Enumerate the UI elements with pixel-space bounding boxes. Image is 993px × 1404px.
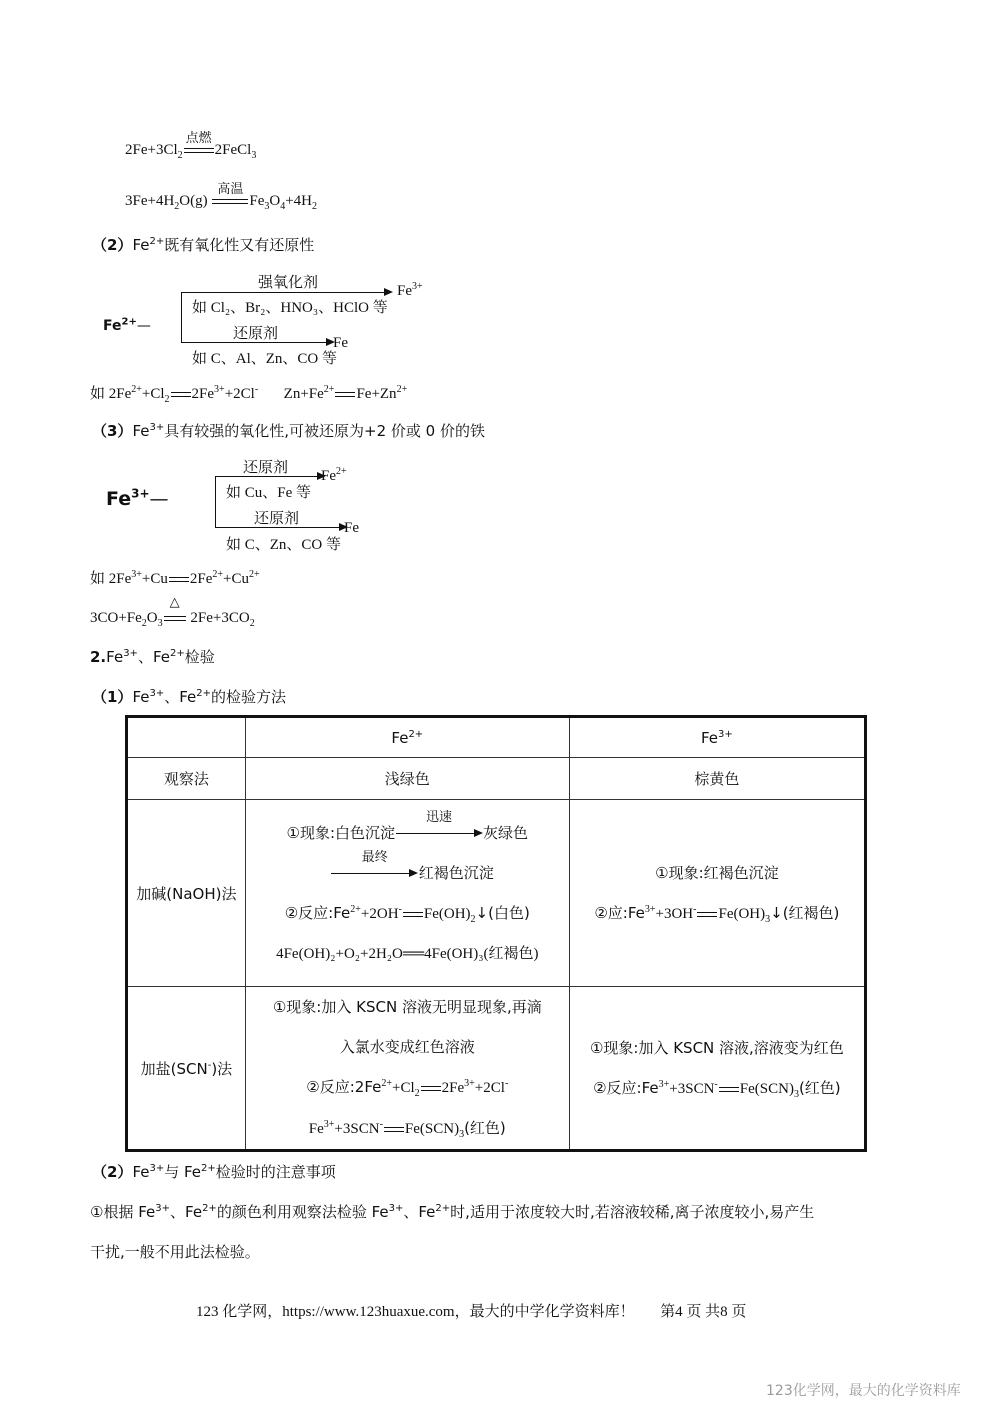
table-row-observe [127,758,866,800]
row-observe-label: 观察法 [127,758,246,800]
diagram-fe2-oxidant-label: 强氧化剂 [258,273,319,291]
table-row-scn [127,987,866,1151]
row-scn-label: 加盐(SCN-)法 [127,987,246,1151]
row-base-fe2 [245,800,569,987]
condition-heat: △ [169,595,180,610]
footer-page-number: 第4 页 共8 页 [660,1304,747,1320]
diagram-fe3-reductant-examples-bottom: 如 C、Zn、CO 等 [226,537,342,553]
diagram-fe3-reductant-label-bottom: 还原剂 [254,509,300,527]
base-fe2-reaction: ②反应$:Fe^{2+}+2OH^-$ $Fe(OH)_2↓$(白色) [284,903,530,925]
equation-fe-water: $3Fe+4H_2O(g)$ 高温 $Fe_3O_4+4H_2$ [125,193,317,210]
table-header-row [127,717,866,758]
base-fe2-oxidation: 4Fe(OH)₂+O₂+2H₂O══4Fe(OH)₃(红褐色) [276,945,539,962]
row-scn-fe2 [245,987,569,1151]
diagram-fe2-reductant-examples: 如 C、Al、Zn、CO 等 [192,351,338,367]
diagram-fe3-product-fe: Fe [344,520,359,536]
scn-fe2-phenomenon-1: ①现象:加入 KSCN 溶液无明显现象,再滴 [272,998,542,1016]
ion-test-table [125,715,867,1152]
section-test-heading: $2.Fe^{3+}$、$Fe^{2+}$检验 [90,648,215,666]
fe2-example-equations: 如 $2Fe^{2+}+Cl_2$ $2Fe^{3+}+2Cl^-$ $Zn+Fe^{2+}$ $Fe+Zn^{2+}$ [90,384,408,405]
diagram-fe2-ion: $Fe^{2+}—$ [103,316,151,334]
diagram-fe2-reduced-product: Fe [333,335,348,351]
condition-ignite: 点燃 [185,131,212,146]
section-fe2-heading: $(2)Fe^{2+}$既有氧化性又有还原性 [92,236,315,254]
scn-fe2-reaction-2: $Fe^{3+}+3SCN^-$ $Fe(SCN)_3$(红色) [308,1119,506,1140]
row-observe-fe3: 棕黄色 [569,758,865,800]
row-base-label: 加碱(NaOH)法 [127,800,246,987]
fe3-example-equation-co: $3CO+Fe_2O_3$ △ $2Fe+3CO_2$ [90,595,255,629]
diagram-fe2-oxidant-examples: 如 Cl₂、Br₂、HNO₃、HClO 等 [192,300,388,316]
section-fe3-heading: $(3)Fe^{3+}$具有较强的氧化性,可被还原为+2 价或 0 价的铁 [92,422,485,440]
table-header-empty [127,717,246,758]
scn-fe3-reaction: ②反应$:Fe^{3+}+3SCN^-$ $Fe(SCN)_3$(红色) [593,1078,841,1100]
notes-paragraph-line2: 干扰,一般不用此法检验。 [90,1243,260,1261]
diagram-fe3-product-fe2: $Fe^{2+}$ [321,466,347,484]
table-header-fe3: $Fe^{3+}$ [569,717,865,758]
diagram-fe3-ion: $Fe^{3+}—$ [106,486,169,510]
base-fe3-reaction: ②应$:Fe^{3+}+3OH^-$ $Fe(OH)_3↓$(红褐色) [594,903,840,925]
footer-site-text: 123 化学网，https://www.123huaxue.com，最大的中学化学资料库！ [196,1304,635,1320]
notes-subheading: $(2)Fe^{3+}$与 $Fe^{2+}$检验时的注意事项 [92,1163,336,1181]
table-row-base [127,800,866,987]
notes-paragraph-line1: ①根据 $Fe^{3+}$、$Fe^{2+}$的颜色利用观察法检验 $Fe^{3+}$、$Fe^{2+}$时,适用于浓度较大时,若溶液较稀,离子浓度较小,易产生 [90,1203,815,1221]
equation-fe-cl2: $2Fe+3Cl_2$ 点燃 2FeCl$_3$ [125,142,256,159]
scn-fe2-phenomenon-2: 入氯水变成红色溶液 [339,1038,475,1056]
test-methods-subheading: $(1)Fe^{3+}$、$Fe^{2+}$的检验方法 [92,688,287,706]
base-fe2-final: 最终 红褐色沉淀 [246,853,569,893]
base-fe3-phenomenon: ①现象:红褐色沉淀 [655,863,779,882]
fe3-example-equation-cu: 如 $2Fe^{3+}+Cu$ $2Fe^{2+}+Cu^{2+}$ [90,569,260,587]
row-observe-fe2: 浅绿色 [245,758,569,800]
scn-fe2-reaction-1: ②反应$:2Fe^{2+}+Cl_2$ $2Fe^{3+}+2Cl^-$ [306,1078,509,1099]
scn-fe3-phenomenon: ①现象:加入 KSCN 溶液,溶液变为红色 [589,1038,844,1057]
condition-high-temp: 高温 [217,182,244,197]
diagram-fe2-reductant-label: 还原剂 [233,324,279,342]
row-scn-fe3 [569,987,865,1151]
base-fe2-phenomenon: ①现象:白色沉淀 迅速 灰绿色 [286,809,529,842]
page-footer [196,1300,746,1321]
table-header-fe2: $Fe^{2+}$ [245,717,569,758]
diagram-fe2-oxidized-product: $Fe^{3+}$ [397,281,423,299]
row-base-fe3 [569,800,865,987]
diagram-fe3-reductant-examples-top: 如 Cu、Fe 等 [226,485,312,501]
diagram-fe3-reductant-label-top: 还原剂 [243,458,289,476]
watermark: 123化学网，最大的化学资料库 [766,1383,961,1399]
